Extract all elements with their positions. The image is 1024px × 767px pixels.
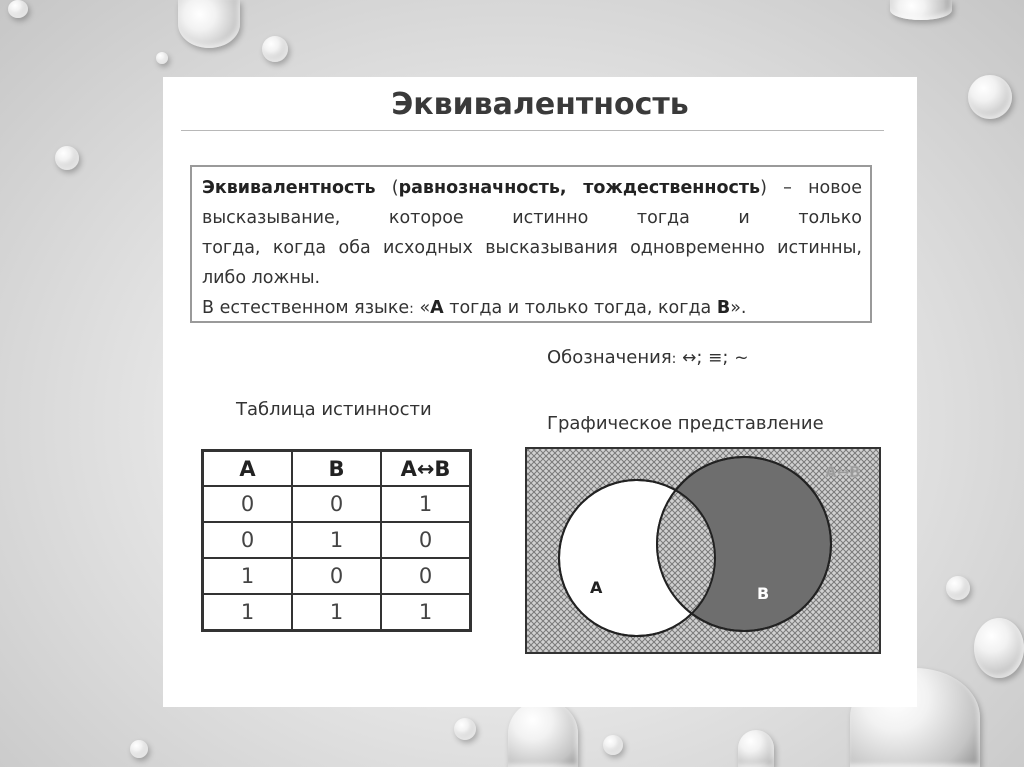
truth-table-caption: Таблица истинности: [236, 399, 432, 420]
notation-label: Обозначения: [547, 347, 672, 368]
table-cell: 1: [203, 594, 293, 631]
graphic-caption: Графическое представление: [547, 413, 824, 434]
table-cell: 1: [203, 558, 293, 594]
water-drop: [738, 730, 774, 767]
definition-line-2: тогда, когда оба исходных высказывания одновременно: [202, 238, 765, 258]
water-drop: [890, 0, 952, 20]
header-a: A: [203, 451, 293, 487]
water-drop: [603, 735, 623, 755]
water-drop: [262, 36, 288, 62]
table-cell: 0: [292, 558, 381, 594]
table-row: [203, 558, 471, 594]
natural-middle: тогда и только тогда, когда: [449, 298, 712, 318]
set-b-label: B: [757, 584, 770, 603]
slide-title: Эквивалентность: [391, 87, 689, 122]
definition-line-1: новое высказывание, которое истинно тогда и только: [202, 178, 863, 228]
water-drop: [968, 75, 1012, 119]
water-drop: [55, 146, 79, 170]
table-cell: 1: [292, 594, 381, 631]
water-drop: [156, 52, 168, 64]
water-drop: [178, 0, 240, 48]
table-header-row: [203, 451, 471, 487]
water-drop: [130, 740, 148, 758]
water-drop: [508, 700, 578, 767]
natural-language-prefix: В естественном языке: [202, 298, 410, 318]
water-drop: [454, 718, 476, 740]
definition-term: Эквивалентность: [202, 178, 376, 198]
table-row: [203, 522, 471, 558]
header-b: B: [292, 451, 381, 487]
header-result: A↔B: [381, 451, 471, 487]
table-cell: 0: [203, 522, 293, 558]
table-row: [203, 486, 471, 522]
title-divider: [181, 130, 884, 131]
water-drop: [946, 576, 970, 600]
water-drop: [8, 0, 28, 18]
tilde-icon: ~: [734, 348, 749, 368]
equivalence-arrow-icon: ↔: [682, 348, 697, 368]
table-cell: 1: [381, 594, 471, 631]
table-cell: 0: [381, 558, 471, 594]
definition-box: [190, 165, 872, 323]
water-drop: [974, 618, 1024, 678]
truth-table: [201, 449, 472, 632]
set-a-label: A: [590, 578, 603, 597]
identical-to-icon: ≡: [708, 348, 723, 368]
natural-a: А: [430, 298, 444, 318]
definition-synonyms: равнозначность, тождественность: [398, 178, 761, 198]
natural-b: В: [716, 298, 731, 318]
venn-diagram: [525, 447, 881, 654]
definition-line-3: истинны, либо ложны.: [202, 238, 862, 288]
natural-language-line: В естественном языке: «А тогда и только тогда, когда В».: [202, 298, 747, 318]
table-cell: 0: [203, 486, 293, 522]
notation-line: Обозначения: ↔; ≡; ~: [547, 347, 749, 368]
table-cell: 0: [381, 522, 471, 558]
definition-paragraph: Эквивалентность (равнозначность, тождественность) – новое высказывание, которое истинно тогда и только тогда, когда оба исходных высказывания одновременно истинны, либо ложны.: [202, 178, 863, 288]
result-label: A↔B: [825, 463, 861, 481]
table-row: [203, 594, 471, 631]
slide: [163, 77, 917, 707]
table-cell: 1: [292, 522, 381, 558]
table-cell: 0: [292, 486, 381, 522]
table-cell: 1: [381, 486, 471, 522]
